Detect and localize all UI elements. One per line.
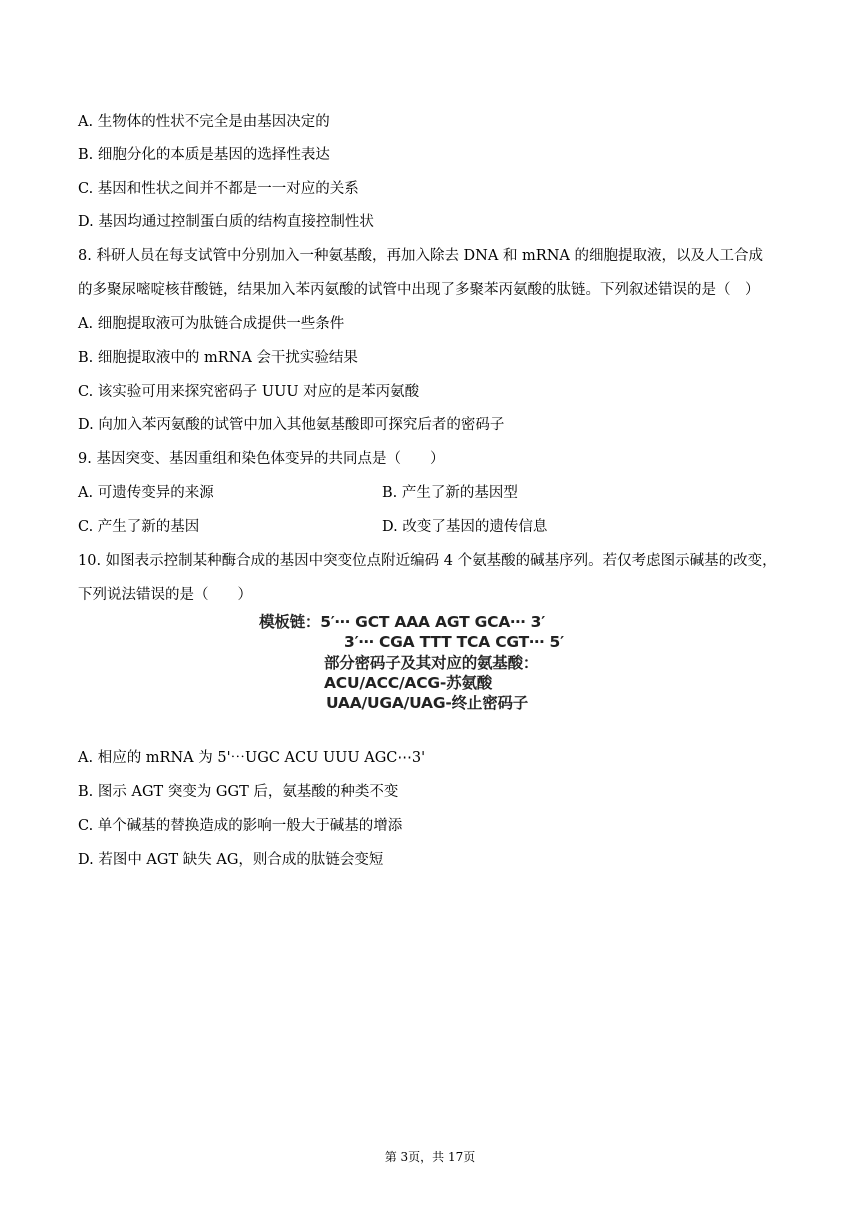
q9-option-a: A. 可遗传变异的来源 bbox=[78, 485, 214, 501]
q8-stem-line1: 8. 科研人员在每支试管中分别加入一种氨基酸，再加入除去 DNA 和 mRNA 的细胞提取液，以及人工合成 bbox=[78, 248, 763, 264]
q10-option-c: C. 单个碱基的替换造成的影响一般大于碱基的增添 bbox=[78, 818, 403, 834]
q10-option-a: A. 相应的 mRNA 为 5'⋯UGC ACU UUU AGC⋯3' bbox=[78, 750, 426, 766]
figure-template-strand: 模板链：5′⋯ GCT AAA AGT GCA⋯ 3′ bbox=[259, 613, 546, 631]
q7-option-b: B. 细胞分化的本质是基因的选择性表达 bbox=[78, 147, 330, 163]
q8-option-a: A. 细胞提取液可为肽链合成提供一些条件 bbox=[78, 316, 345, 332]
q7-option-d: D. 基因均通过控制蛋白质的结构直接控制性状 bbox=[78, 214, 374, 230]
q10-option-b: B. 图示 AGT 突变为 GGT 后，氨基酸的种类不变 bbox=[78, 784, 399, 800]
figure-complementary-strand: 3′⋯ CGA TTT TCA CGT⋯ 5′ bbox=[344, 633, 564, 651]
q8-stem-line2: 的多聚尿嘧啶核苷酸链，结果加入苯丙氨酸的试管中出现了多聚苯丙氨酸的肽链。下列叙述错误的是（ ） bbox=[78, 282, 760, 298]
q10-option-d: D. 若图中 AGT 缺失 AG，则合成的肽链会变短 bbox=[78, 852, 384, 868]
page-number: 第 3页，共 17页 bbox=[384, 1150, 476, 1164]
dna-sequence-figure bbox=[256, 610, 608, 716]
q9-option-d: D. 改变了基因的遗传信息 bbox=[382, 519, 548, 535]
q9-option-b: B. 产生了新的基因型 bbox=[382, 485, 518, 501]
figure-codon-thr: ACU/ACC/ACG-苏氨酸 bbox=[324, 674, 493, 692]
q10-stem-line2: 下列说法错误的是（ ） bbox=[78, 587, 252, 603]
q8-option-c: C. 该实验可用来探究密码子 UUU 对应的是苯丙氨酸 bbox=[78, 384, 420, 400]
q9-option-c: C. 产生了新的基因 bbox=[78, 519, 200, 535]
figure-codon-stop: UAA/UGA/UAG-终止密码子 bbox=[326, 694, 529, 712]
q7-option-a: A. 生物体的性状不完全是由基因决定的 bbox=[78, 114, 330, 130]
q7-option-c: C. 基因和性状之间并不都是一一对应的关系 bbox=[78, 181, 359, 197]
q8-option-d: D. 向加入苯丙氨酸的试管中加入其他氨基酸即可探究后者的密码子 bbox=[78, 417, 505, 433]
q9-stem: 9. 基因突变、基因重组和染色体变异的共同点是（ ） bbox=[78, 451, 445, 467]
q10-stem-line1: 10. 如图表示控制某种酶合成的基因中突变位点附近编码 4 个氨基酸的碱基序列。若仅考虑图示碱基的改变， bbox=[78, 553, 777, 569]
figure-codon-heading: 部分密码子及其对应的氨基酸： bbox=[324, 654, 539, 672]
q8-option-b: B. 细胞提取液中的 mRNA 会干扰实验结果 bbox=[78, 350, 358, 366]
